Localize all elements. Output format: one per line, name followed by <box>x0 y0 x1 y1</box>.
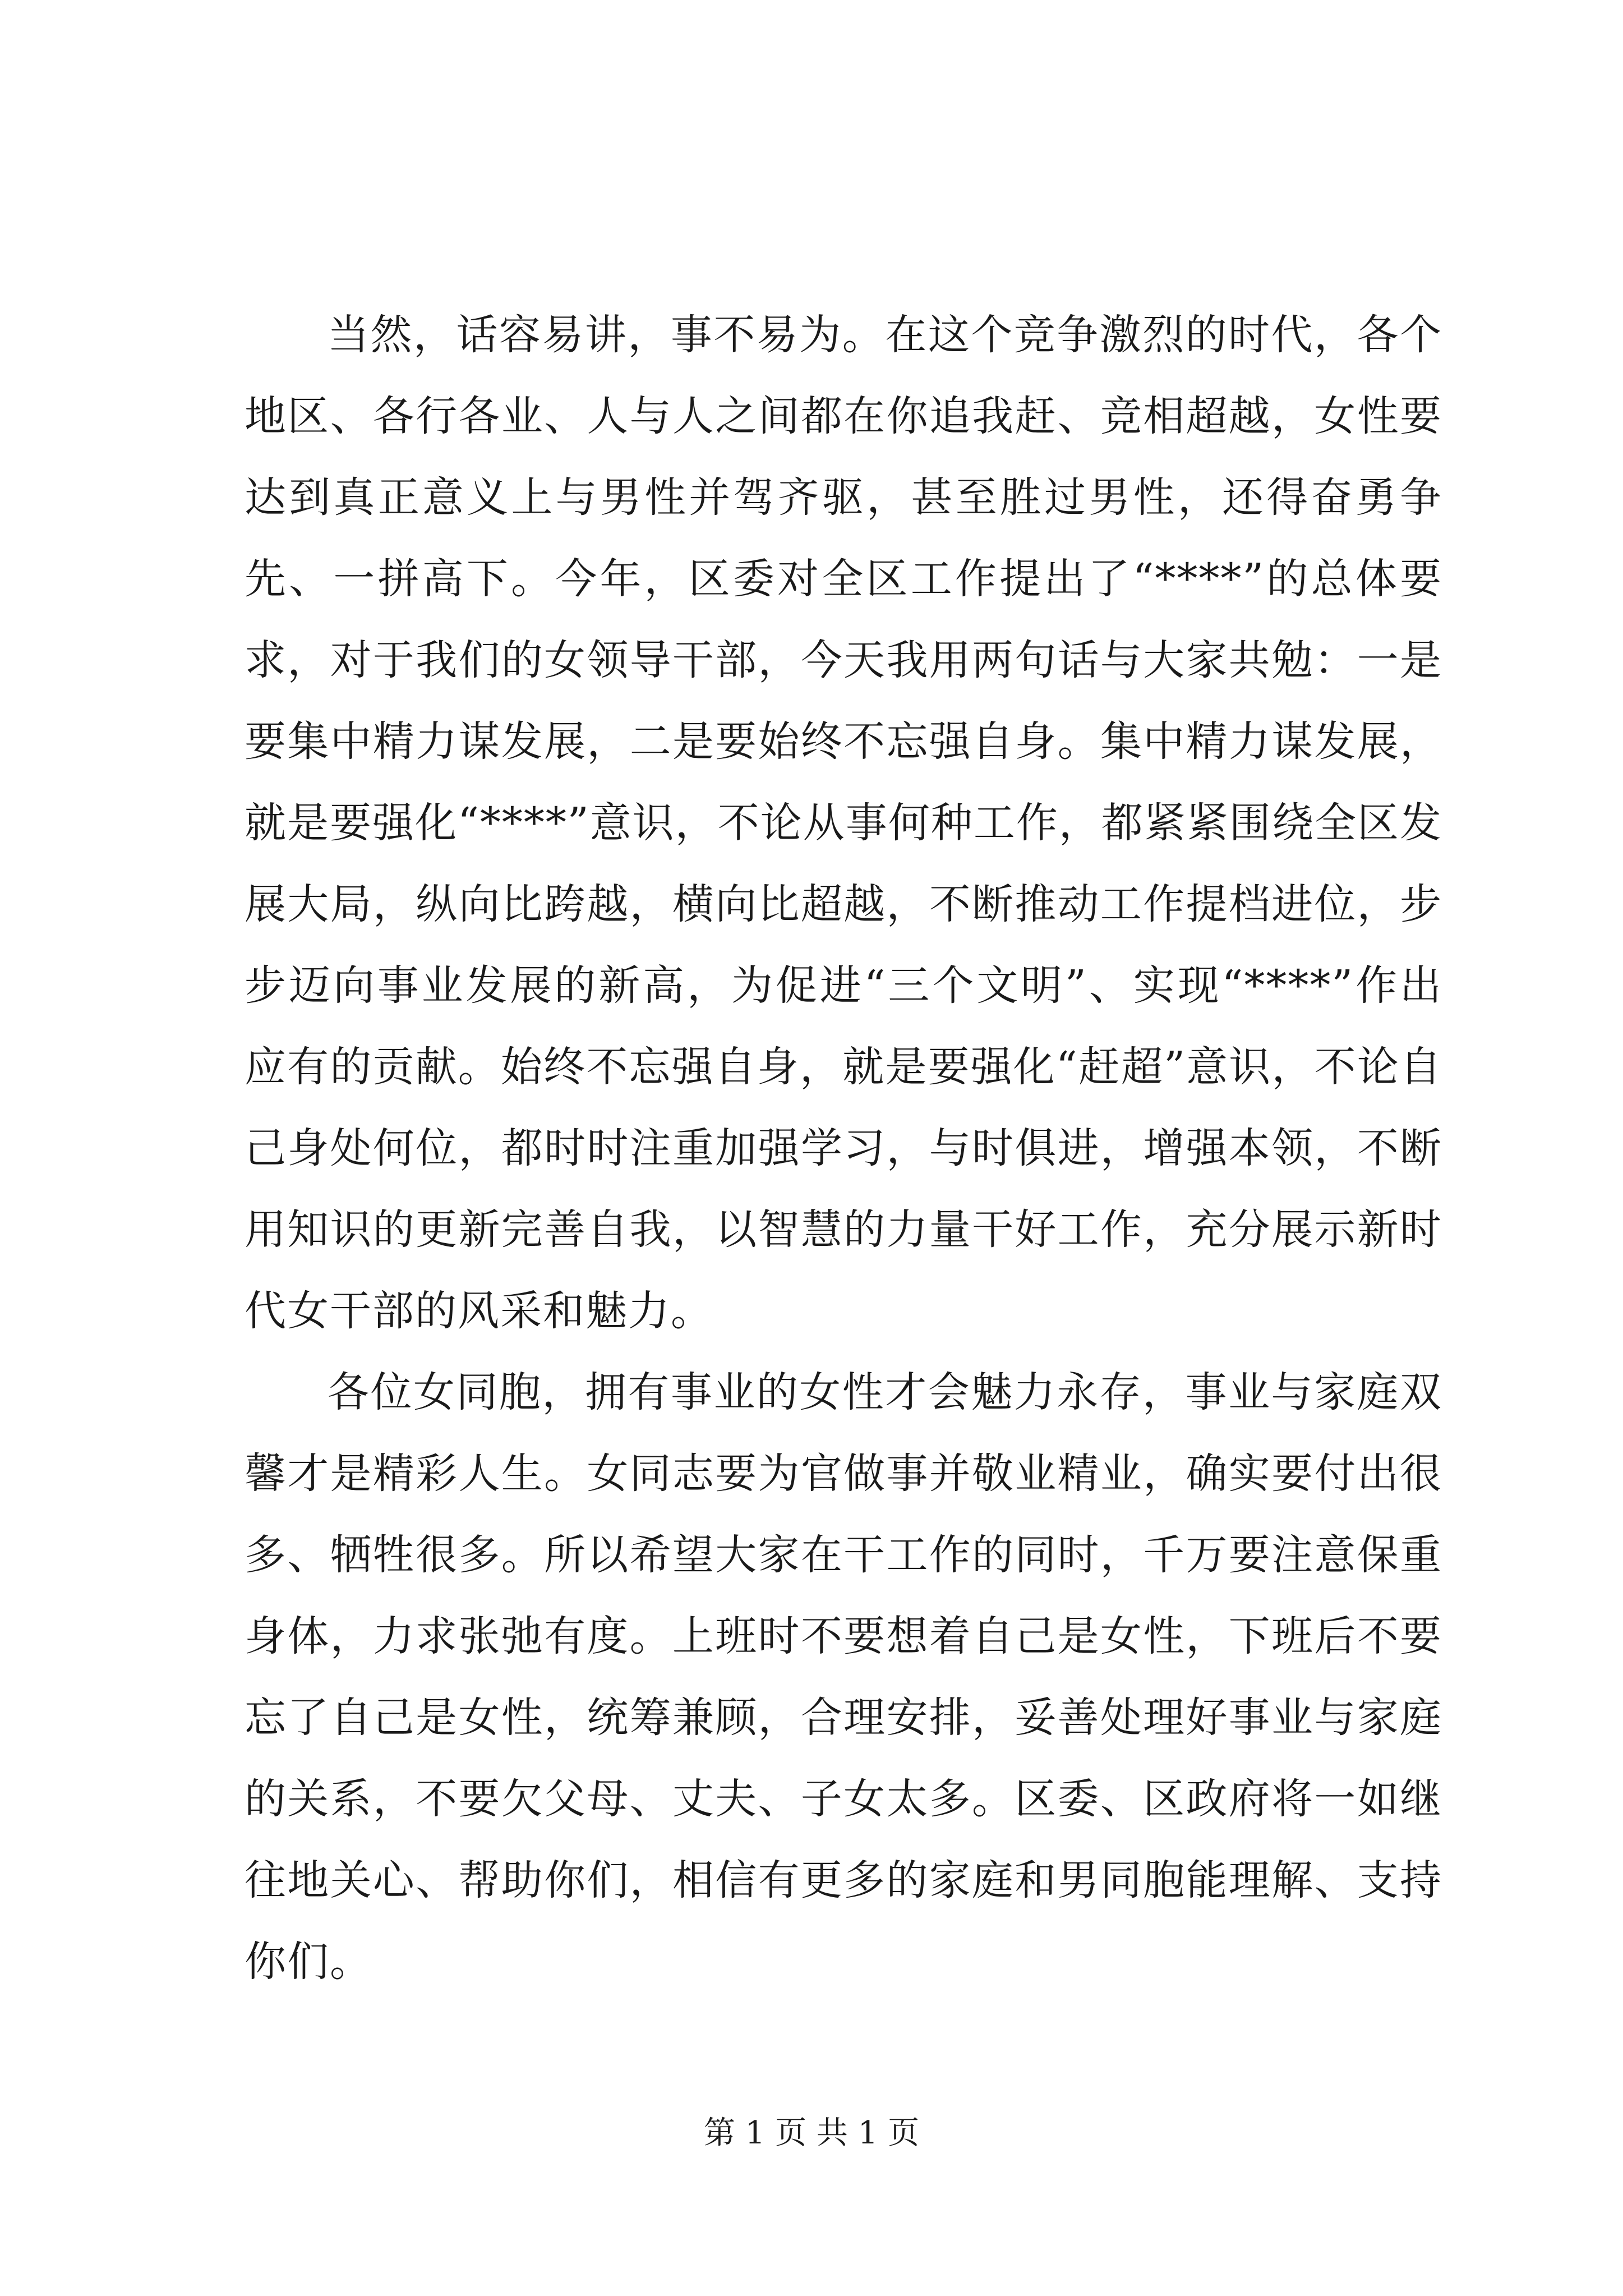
paragraph-2: 各位女同胞，拥有事业的女性才会魅力永存，事业与家庭双馨才是精彩人生。女同志要为官做事并敬业精业，确实要付出很多、牺牲很多。所以希望大家在干工作的同时，千万要注意保重身体，力求张弛有度。上班时不要想着自己是女性，下班后不要忘了自己是女性，统筹兼顾，合理安排，妥善处理好事业与家庭的关系，不要欠父母、丈夫、子女太多。区委、区政府将一如继往地关心、帮助你们，相信有更多的家庭和男同胞能理解、支持你们。 <box>245 1368 1442 1986</box>
page-number-footer: 第 1 页 共 1 页 <box>703 2115 920 2151</box>
document-body <box>245 295 1442 2003</box>
paragraph-1: 当然，话容易讲，事不易为。在这个竞争激烈的时代，各个地区、各行各业、人与人之间都在你追我赶、竞相超越，女性要达到真正意义上与男性并驾齐驱，甚至胜过男性，还得奋勇争先、一拼高下。今年，区委对全区工作提出了“****”的总体要求，对于我们的女领导干部，今天我用两句话与大家共勉：一是要集中精力谋发展，二是要始终不忘强自身。集中精力谋发展，就是要强化“****”意识，不论从事何种工作，都紧紧围绕全区发展大局，纵向比跨越，横向比超越，不断推动工作提档进位，步步迈向事业发展的新高，为促进“三个文明”、实现“****”作出应有的贡献。始终不忘强自身，就是要强化“赶超”意识，不论自己身处何位，都时时注重加强学习，与时俱进，增强本领，不断用知识的更新完善自我，以智慧的力量干好工作，充分展示新时代女干部的风采和魅力。 <box>245 311 1442 1335</box>
